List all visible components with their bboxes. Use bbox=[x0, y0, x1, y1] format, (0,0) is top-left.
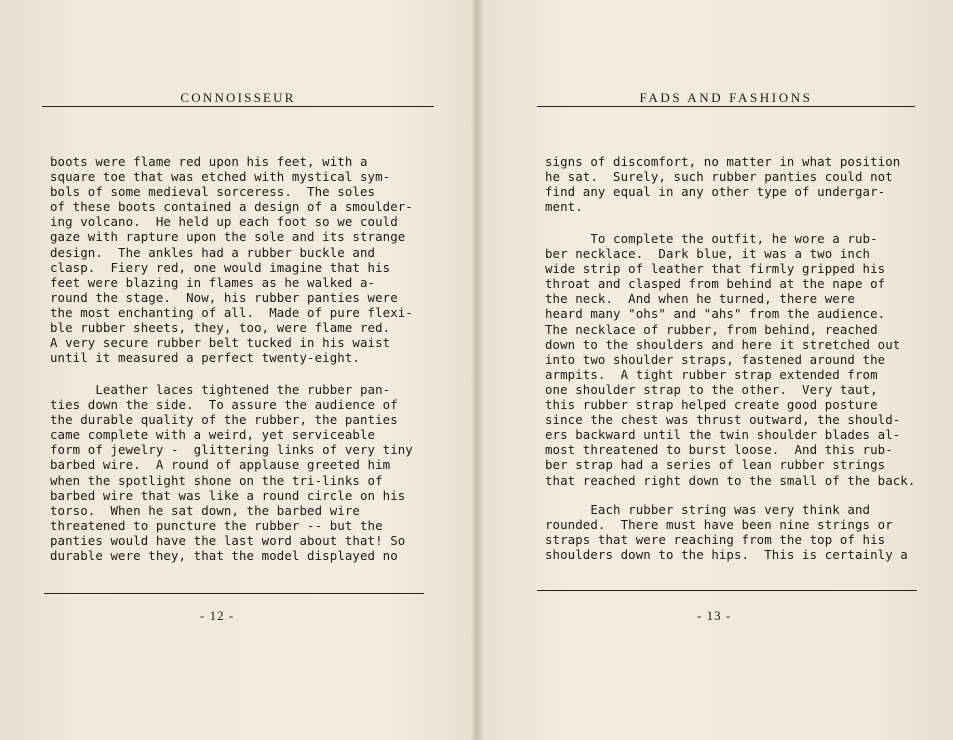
right-page bbox=[477, 0, 953, 740]
right-running-head: FADS AND FASHIONS bbox=[639, 90, 813, 105]
left-paragraph-2: Leather laces tightened the rubber pan- ties down the side. To assure the audience of the durable quality of the rubber, the panties came complete with a weird, yet serviceable form of jewelry - glittering links of very tiny barbed wire. A round of applause greeted him when the spotlight shone on the tri-links of barbed wire that was like a round circle on his torso. When he sat down, the barbed wire threatened to puncture the rubber -- but the panties would have the last word about that! So durable were they, that the model displayed no bbox=[50, 382, 413, 564]
left-page bbox=[0, 0, 476, 740]
left-header-rule bbox=[42, 106, 434, 107]
right-header-rule bbox=[537, 106, 915, 107]
left-footer-rule bbox=[44, 593, 424, 594]
right-footer-rule bbox=[537, 590, 917, 591]
left-running-head: CONNOISSEUR bbox=[180, 90, 296, 105]
left-paragraph-1: boots were flame red upon his feet, with a square toe that was etched with mystical sym- bols of some medieval sorceress. The soles of these boots contained a design of a smoulder- ing volcano. He held up each foot so we could gaze with rapture upon the sole and its strange design. The ankles had a rubber buckle and clasp. Fiery red, one would imagine that his feet were blazing in flames as he walked a- round the stage. Now, his rubber panties were the most enchanting of all. Made of pure flexi- ble rubber sheets, they, too, were flame red. A very secure rubber belt tucked in his waist until it measured a perfect twenty-eight. bbox=[50, 154, 413, 366]
right-page-number: - 13 - bbox=[697, 608, 732, 623]
right-paragraph-2: To complete the outfit, he wore a rub- ber necklace. Dark blue, it was a two inch wide strip of leather that firmly gripped his throat and clasped from behind at the nape of the neck. And when he turned, there were heard many "ohs" and "ahs" from the audience. The necklace of rubber, from behind, reached down to the shoulders and here it stretched out into two shoulder straps, fastened around the armpits. A tight rubber strap extended from one shoulder strap to the other. Very taut, this rubber strap helped create good posture since the chest was thrust outward, the should- ers backward until the twin shoulder blades al- most threatened to burst loose. And this rub- ber strap had a series of lean rubber strings that reached right down to the small of the back. bbox=[545, 231, 916, 488]
left-page-number: - 12 - bbox=[200, 608, 235, 623]
right-paragraph-3: Each rubber string was very think and rounded. There must have been nine strings or straps that were reaching from the top of his shoulders down to the hips. This is certainly a bbox=[545, 502, 908, 563]
right-paragraph-1: signs of discomfort, no matter in what position he sat. Surely, such rubber panties could not find any equal in any other type of undergar- ment. bbox=[545, 154, 901, 215]
